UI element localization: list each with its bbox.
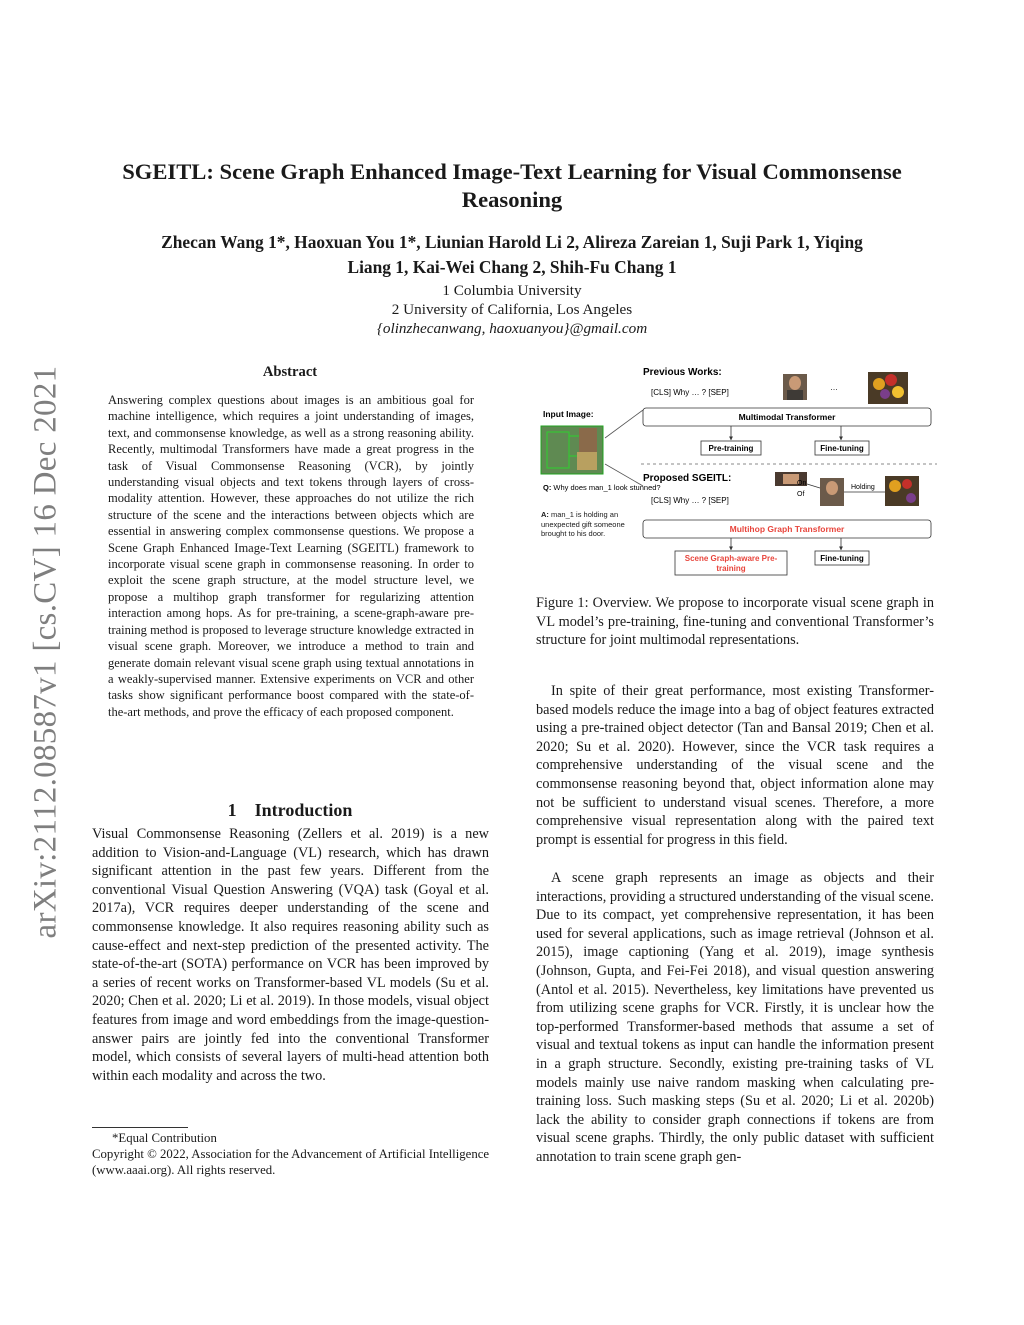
flower-thumbnail-top bbox=[868, 372, 908, 404]
body-paragraph-2: A scene graph represents an image as objects and their interactions, providing a structured understanding of the visual scene. Due to its compact, yet comprehensive representation, it has been used for several applications, such as image retrieval (Johnson et al. 2015), image captioning (Yang et al. 2019), image synthesis (Johnson, Gupta, and Fei-Fei 2018), and visual question answering (Antol et al. 2015). Nevertheless, key limitations have prevented us from utilizing scene graphs for VCR. Firstly, it is unclear how the top-performed Transformer-based methods that assume a set of visual and textual tokens as input can handle the information present in a graph structure. Secondly, existing pre-training tasks of VL models mainly use naive random masking when calculating pre-training loss. Such masking steps (Su et al. 2020; Li et al. 2020b) lack the ability to consider graph connections if tokens are from visual scene graphs. Thirdly, the only public dataset with sufficient annotation to train scene graph gen- bbox=[536, 870, 934, 1165]
input-to-previous-line bbox=[605, 410, 643, 438]
input-image-thumbnail bbox=[541, 426, 603, 474]
edge-of-label: Of bbox=[797, 491, 805, 498]
footnote-equal-contribution: *Equal Contribution bbox=[112, 1131, 217, 1145]
arxiv-identifier: arXiv:2112.08587v1 [cs.CV] 16 Dec 2021 bbox=[27, 365, 64, 939]
scene-graph-nodes bbox=[775, 472, 919, 506]
affiliation-columbia: 1 Columbia University bbox=[442, 282, 582, 299]
edge-on-label: On bbox=[797, 480, 807, 487]
author-list bbox=[95, 230, 929, 280]
paper-title: SGEITL: Scene Graph Enhanced Image-Text Learning for Visual Commonsense Reasoning bbox=[122, 159, 902, 212]
body-paragraph-1: In spite of their great performance, most existing Transformer-based models reduce the image into a bag of object features extracted using a pre-trained object detector (Tan and Bansal 2019; Chen et al. 2020; Su et al. 2020). However, since the VCR task requires a comprehensive understanding of the visual scene and the commonsense reasoning beyond that, object information alone may not be sufficient to understand visual scenes. Therefore, a more comprehensive visual representation along with the paired text prompt is essential for progress in this field. bbox=[536, 683, 934, 848]
multimodal-transformer-label: Multimodal Transformer bbox=[738, 412, 836, 422]
section-heading-introduction bbox=[92, 800, 488, 821]
author-email: {olinzhecanwang, haoxuanyou}@gmail.com bbox=[376, 320, 648, 337]
abstract-heading: Abstract bbox=[262, 364, 318, 380]
section-title: Introduction bbox=[254, 800, 353, 820]
previous-token-sequence: [CLS] Why … ? [SEP] bbox=[651, 388, 729, 397]
proposed-sgeitl-label: Proposed SGEITL: bbox=[643, 473, 732, 484]
affiliations bbox=[200, 281, 824, 338]
affiliation-ucla: 2 University of California, Los Angeles bbox=[391, 301, 633, 318]
pretraining-label: Pre-training bbox=[708, 444, 754, 453]
arxiv-stamp bbox=[27, 352, 64, 952]
copyright-notice: Copyright © 2022, Association for the Advancement of Artificial Intelligence (www.aaai.org). All rights reserved. bbox=[92, 1147, 490, 1177]
authors-line-2: Liang 1, Kai-Wei Chang 2, Shih-Fu Chang 1 bbox=[347, 257, 677, 277]
edge-holding-label: Holding bbox=[851, 484, 875, 491]
finetuning-label-top: Fine-tuning bbox=[820, 444, 864, 453]
ellipsis-top: … bbox=[830, 383, 838, 392]
figure-caption: Figure 1: Overview. We propose to incorporate visual scene graph in VL model’s pre-training, fine-tuning and conventional Transformer’s structure for joint multimodal representations. bbox=[536, 595, 934, 649]
overview-figure bbox=[535, 364, 940, 582]
abstract-text: Answering complex questions about images is an ambitious goal for machine intelligence, which requires a joint understanding of images, text, and commonsense knowledge, as well as a strong reasoning ability. Recently, multimodal Transformers have made a great progress in the task of Visual Commonsense Reasoning (VCR), by jointly understanding visual objects and text tokens through layers of cross-modality attention. However, these approaches do not utilize the rich structure of the scene and the interactions between objects which are essential in answering complex commonsense questions. We propose a Scene Graph Enhanced Image-Text Learning (SGEITL) framework to incorporate visual scene graph in commonsense reasoning. In order to exploit the scene graph structure, at the model structure level, we propose a multihop graph transformer for regularizing attention interaction among hops. As for pre-training, a scene-graph-aware pre-training method is proposed to leverage structure knowledge extracted in visual scene graph. Moreover, we introduce a method to train and generate domain relevant visual scene graph using textual annotations in a weakly-supervised manner. Extensive experiments on VCR and other tasks show significant performance boost compared with the state-of-the-art methods, and prove the efficacy of each proposed component. bbox=[108, 393, 474, 719]
multihop-transformer-label: Multihop Graph Transformer bbox=[729, 524, 845, 534]
finetuning-label-bottom: Fine-tuning bbox=[820, 554, 864, 563]
section-number: 1 bbox=[227, 800, 237, 820]
edge-on bbox=[807, 484, 820, 488]
proposed-token-sequence: [CLS] Why … ? [SEP] bbox=[651, 496, 729, 505]
answer-text: A: man_1 is holding an unexpected gift someone brought to his door. bbox=[541, 510, 625, 538]
footnote-divider bbox=[92, 1127, 188, 1128]
authors-line-1: Zhecan Wang 1*, Haoxuan You 1*, Liunian Harold Li 2, Alireza Zareian 1, Suji Park 1, Yiqing bbox=[161, 232, 863, 252]
introduction-paragraph: Visual Commonsense Reasoning (Zellers et al. 2019) is a new addition to Vision-and-Language (VL) research, which has drawn significant attention in the past few years. Different from the conventional Visual Question Answering (VQA) task (Goyal et al. 2017a), VCR requires deeper understanding of the scene and commonsense knowledge. It also requires reasoning ability such as cause-effect and next-step prediction of the presented activity. The state-of-the-art (SOTA) performance on VCR has been improved by a series of recent works on Transformer-based VL models (Su et al. 2020; Chen et al. 2020; Li et al. 2019). In those models, visual object features from image and word embeddings from the image-question-answer pairs are jointly fed into the conventional Transformer model, which consists of several layers of multi-head attention both within each modality and across the two. bbox=[92, 826, 489, 1084]
sg-pretraining-label-1: Scene Graph-aware Pre- bbox=[684, 554, 778, 563]
footnotes bbox=[92, 1130, 492, 1178]
previous-works-label: Previous Works: bbox=[643, 367, 722, 378]
person-thumbnail-top bbox=[783, 374, 807, 400]
question-text: Q: Why does man_1 look stunned? bbox=[543, 483, 661, 492]
input-image-label: Input Image: bbox=[543, 409, 594, 419]
sg-pretraining-label-2: training bbox=[716, 564, 746, 573]
